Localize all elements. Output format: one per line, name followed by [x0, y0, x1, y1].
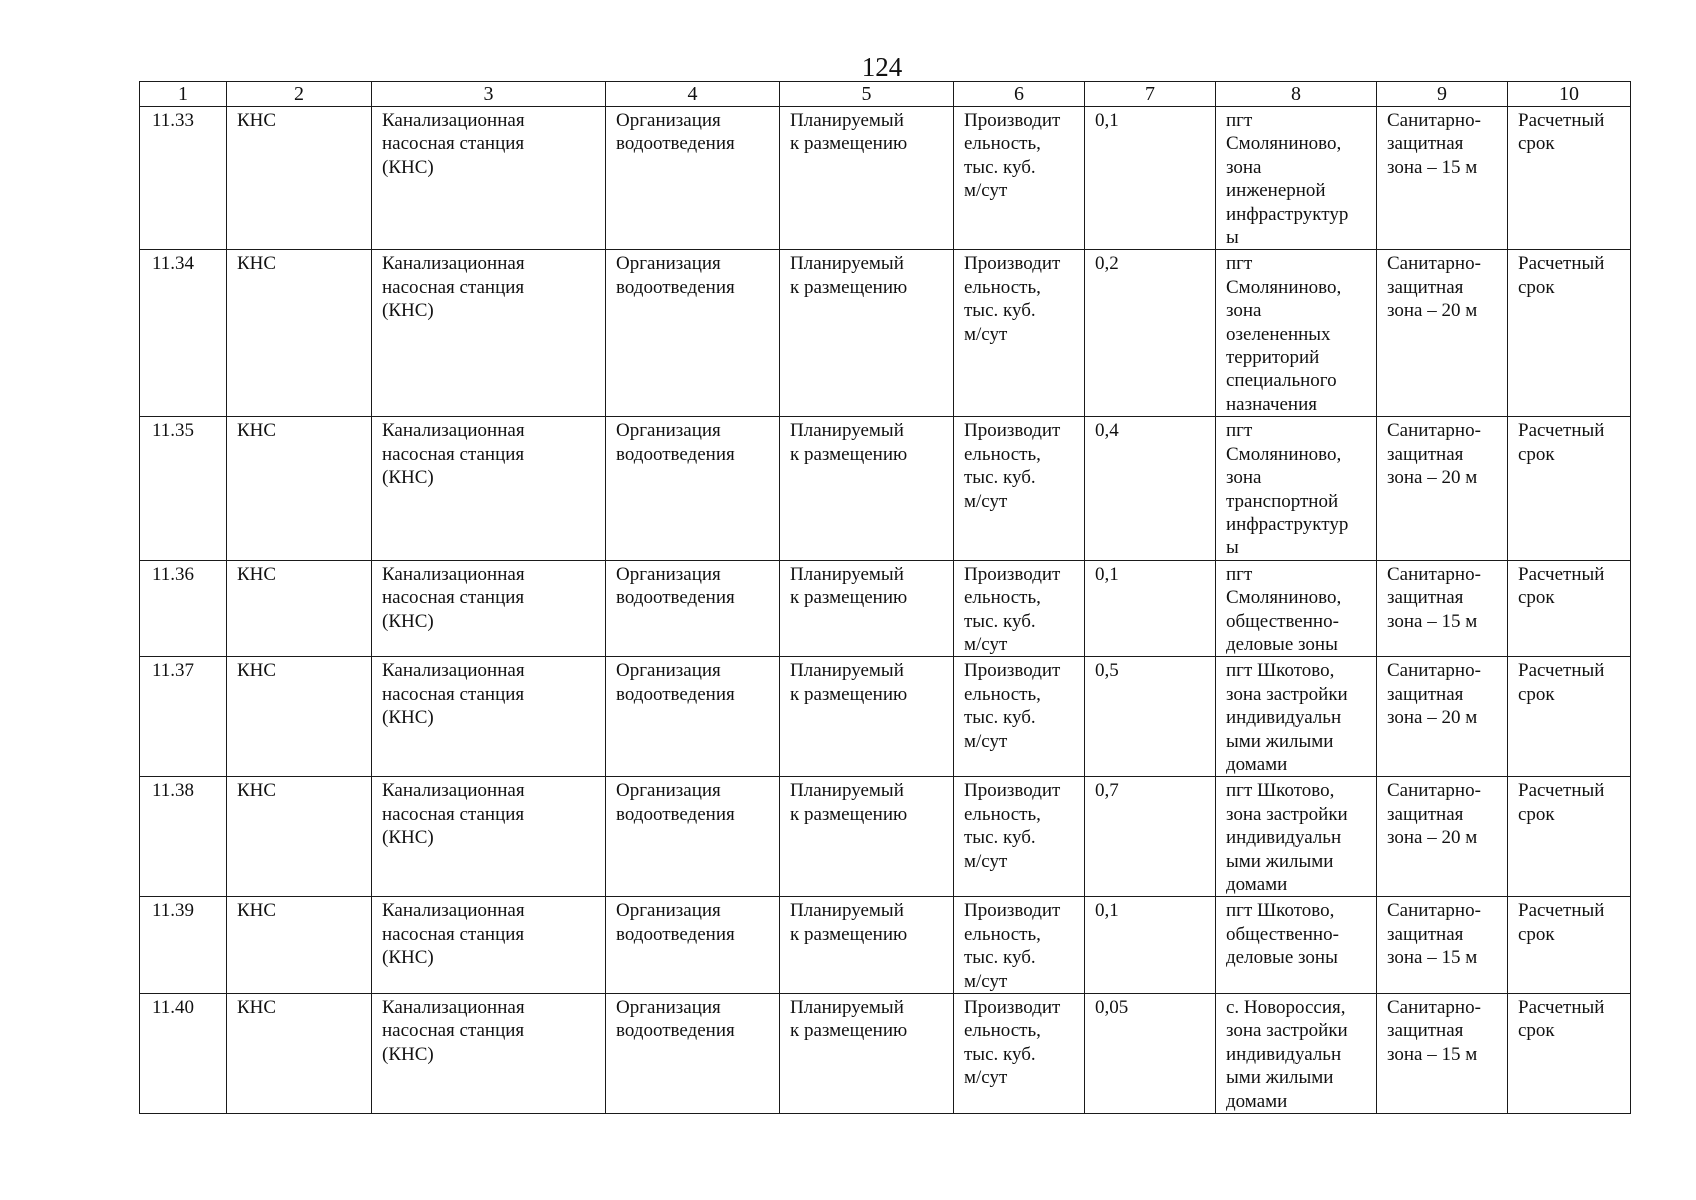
cell-value: 0,5: [1085, 657, 1216, 777]
cell-characteristic: Производит ельность, тыс. куб. м/сут: [954, 107, 1085, 250]
cell-term: Расчетный срок: [1508, 897, 1631, 994]
cell-value: 0,7: [1085, 777, 1216, 897]
cell-code: КНС: [227, 250, 372, 417]
cell-purpose: Организация водоотведения: [606, 560, 780, 657]
cell-value: 0,4: [1085, 417, 1216, 560]
cell-value: 0,2: [1085, 250, 1216, 417]
cell-number: 11.37: [140, 657, 227, 777]
cell-characteristic: Производит ельность, тыс. куб. м/сут: [954, 250, 1085, 417]
cell-zone: Санитарно- защитная зона – 15 м: [1377, 897, 1508, 994]
cell-value: 0,1: [1085, 897, 1216, 994]
cell-zone: Санитарно- защитная зона – 20 м: [1377, 250, 1508, 417]
cell-name: Канализационная насосная станция (КНС): [372, 657, 606, 777]
cell-characteristic: Производит ельность, тыс. куб. м/сут: [954, 657, 1085, 777]
table-row: [140, 994, 1631, 1114]
cell-characteristic: Производит ельность, тыс. куб. м/сут: [954, 897, 1085, 994]
cell-name: Канализационная насосная станция (КНС): [372, 897, 606, 994]
cell-zone: Санитарно- защитная зона – 15 м: [1377, 560, 1508, 657]
cell-status: Планируемый к размещению: [780, 107, 954, 250]
header-row: [140, 82, 1631, 107]
cell-code: КНС: [227, 777, 372, 897]
cell-location: пгт Смоляниново, общественно- деловые зоны: [1216, 560, 1377, 657]
cell-term: Расчетный срок: [1508, 417, 1631, 560]
cell-number: 11.36: [140, 560, 227, 657]
cell-status: Планируемый к размещению: [780, 250, 954, 417]
cell-number: 11.39: [140, 897, 227, 994]
cell-zone: Санитарно- защитная зона – 20 м: [1377, 657, 1508, 777]
cell-location: пгт Шкотово, общественно- деловые зоны: [1216, 897, 1377, 994]
cell-purpose: Организация водоотведения: [606, 107, 780, 250]
cell-location: пгт Смоляниново, зона озелененных территорий специального назначения: [1216, 250, 1377, 417]
column-header: 10: [1508, 82, 1631, 107]
cell-characteristic: Производит ельность, тыс. куб. м/сут: [954, 560, 1085, 657]
cell-number: 11.34: [140, 250, 227, 417]
cell-zone: Санитарно- защитная зона – 15 м: [1377, 107, 1508, 250]
cell-status: Планируемый к размещению: [780, 417, 954, 560]
cell-zone: Санитарно- защитная зона – 15 м: [1377, 994, 1508, 1114]
cell-status: Планируемый к размещению: [780, 777, 954, 897]
cell-purpose: Организация водоотведения: [606, 994, 780, 1114]
cell-location: с. Новороссия, зона застройки индивидуальн ыми жилыми домами: [1216, 994, 1377, 1114]
column-header: 1: [140, 82, 227, 107]
cell-code: КНС: [227, 107, 372, 250]
cell-status: Планируемый к размещению: [780, 994, 954, 1114]
cell-term: Расчетный срок: [1508, 250, 1631, 417]
cell-zone: Санитарно- защитная зона – 20 м: [1377, 417, 1508, 560]
cell-location: пгт Смоляниново, зона транспортной инфраструктур ы: [1216, 417, 1377, 560]
cell-purpose: Организация водоотведения: [606, 777, 780, 897]
cell-term: Расчетный срок: [1508, 560, 1631, 657]
column-header: 8: [1216, 82, 1377, 107]
cell-number: 11.33: [140, 107, 227, 250]
table-row: [140, 897, 1631, 994]
cell-purpose: Организация водоотведения: [606, 417, 780, 560]
cell-term: Расчетный срок: [1508, 657, 1631, 777]
cell-value: 0,1: [1085, 560, 1216, 657]
cell-name: Канализационная насосная станция (КНС): [372, 560, 606, 657]
cell-location: пгт Шкотово, зона застройки индивидуальн ыми жилыми домами: [1216, 777, 1377, 897]
cell-location: пгт Смоляниново, зона инженерной инфраструктур ы: [1216, 107, 1377, 250]
cell-code: КНС: [227, 560, 372, 657]
cell-characteristic: Производит ельность, тыс. куб. м/сут: [954, 777, 1085, 897]
cell-code: КНС: [227, 417, 372, 560]
cell-name: Канализационная насосная станция (КНС): [372, 777, 606, 897]
cell-status: Планируемый к размещению: [780, 657, 954, 777]
table-row: [140, 657, 1631, 777]
cell-characteristic: Производит ельность, тыс. куб. м/сут: [954, 417, 1085, 560]
cell-characteristic: Производит ельность, тыс. куб. м/сут: [954, 994, 1085, 1114]
cell-location: пгт Шкотово, зона застройки индивидуальн ыми жилыми домами: [1216, 657, 1377, 777]
column-header: 5: [780, 82, 954, 107]
cell-code: КНС: [227, 994, 372, 1114]
cell-name: Канализационная насосная станция (КНС): [372, 994, 606, 1114]
column-header: 7: [1085, 82, 1216, 107]
table-row: [140, 107, 1631, 250]
cell-name: Канализационная насосная станция (КНС): [372, 107, 606, 250]
cell-term: Расчетный срок: [1508, 777, 1631, 897]
cell-code: КНС: [227, 897, 372, 994]
table-row: [140, 777, 1631, 897]
column-header: 4: [606, 82, 780, 107]
cell-purpose: Организация водоотведения: [606, 250, 780, 417]
cell-number: 11.40: [140, 994, 227, 1114]
table-row: [140, 417, 1631, 560]
cell-purpose: Организация водоотведения: [606, 897, 780, 994]
column-header: 3: [372, 82, 606, 107]
cell-purpose: Организация водоотведения: [606, 657, 780, 777]
facilities-table: [139, 81, 1631, 1114]
cell-value: 0,05: [1085, 994, 1216, 1114]
column-header: 6: [954, 82, 1085, 107]
cell-term: Расчетный срок: [1508, 107, 1631, 250]
cell-name: Канализационная насосная станция (КНС): [372, 250, 606, 417]
table-row: [140, 560, 1631, 657]
cell-zone: Санитарно- защитная зона – 20 м: [1377, 777, 1508, 897]
cell-status: Планируемый к размещению: [780, 897, 954, 994]
cell-number: 11.38: [140, 777, 227, 897]
cell-code: КНС: [227, 657, 372, 777]
cell-value: 0,1: [1085, 107, 1216, 250]
cell-number: 11.35: [140, 417, 227, 560]
cell-name: Канализационная насосная станция (КНС): [372, 417, 606, 560]
column-header: 9: [1377, 82, 1508, 107]
page-number: 124: [861, 52, 903, 82]
table-row: [140, 250, 1631, 417]
column-header: 2: [227, 82, 372, 107]
cell-status: Планируемый к размещению: [780, 560, 954, 657]
cell-term: Расчетный срок: [1508, 994, 1631, 1114]
